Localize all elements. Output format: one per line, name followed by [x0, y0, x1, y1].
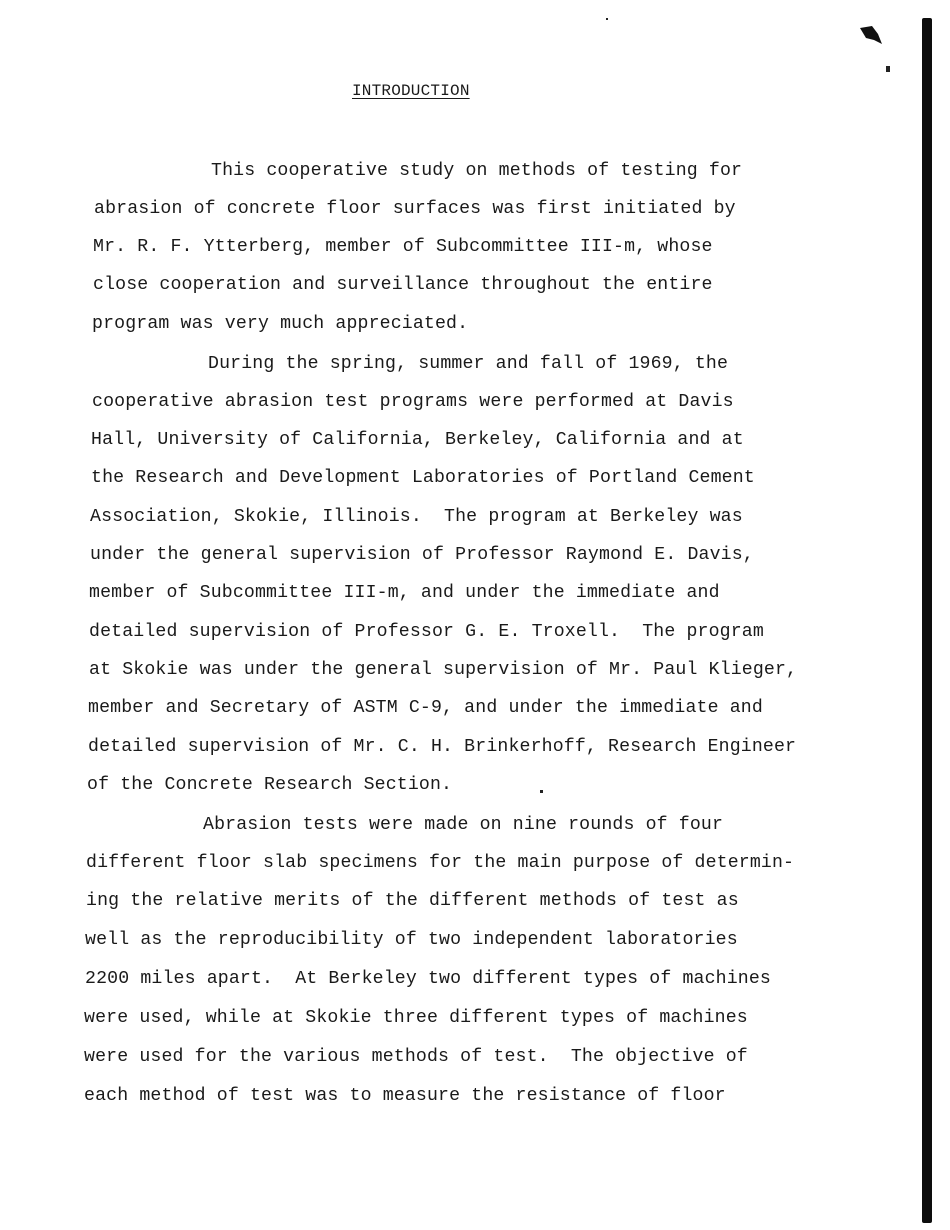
paragraph-line: well as the reproducibility of two independent laboratories — [85, 930, 738, 950]
paragraph-line: program was very much appreciated. — [92, 314, 469, 334]
paragraph-line: the Research and Development Laboratories of Portland Cement — [91, 468, 755, 488]
paragraph-line: Abrasion tests were made on nine rounds of four — [203, 815, 724, 835]
paragraph-line: 2200 miles apart. At Berkeley two different types of machines — [85, 969, 771, 989]
paragraph-line: member of Subcommittee III-m, and under the immediate and — [89, 583, 720, 603]
paragraph-line: each method of test was to measure the resistance of floor — [84, 1086, 726, 1106]
scan-speck — [886, 66, 890, 72]
paragraph-line: of the Concrete Research Section. — [87, 775, 453, 795]
scan-speck — [540, 790, 543, 793]
paragraph-line: close cooperation and surveillance throughout the entire — [93, 275, 713, 295]
scan-artifact-icon — [858, 24, 884, 50]
paragraph-line: Association, Skokie, Illinois. The program at Berkeley was — [90, 507, 743, 527]
paragraph-line: under the general supervision of Professor Raymond E. Davis, — [90, 545, 754, 565]
paragraph-line: Hall, University of California, Berkeley, California and at — [91, 430, 744, 450]
paragraph-line: member and Secretary of ASTM C-9, and under the immediate and — [88, 698, 763, 718]
paragraph-line: abrasion of concrete floor surfaces was first initiated by — [94, 199, 736, 219]
paragraph-line: detailed supervision of Mr. C. H. Brinkerhoff, Research Engineer — [88, 737, 797, 757]
paragraph-line: detailed supervision of Professor G. E. Troxell. The program — [89, 622, 764, 642]
paragraph-line: different floor slab specimens for the main purpose of determin- — [86, 853, 795, 873]
paragraph-line: cooperative abrasion test programs were performed at Davis — [92, 392, 734, 412]
page-title: INTRODUCTION — [352, 82, 470, 100]
paragraph-line: were used, while at Skokie three different types of machines — [84, 1008, 748, 1028]
paragraph-line: were used for the various methods of test. The objective of — [84, 1047, 748, 1067]
paragraph-line: ing the relative merits of the different methods of test as — [86, 891, 739, 911]
paragraph-line: at Skokie was under the general supervision of Mr. Paul Klieger, — [89, 660, 798, 680]
scan-edge-bar — [922, 18, 932, 1223]
paragraph-line: During the spring, summer and fall of 1969, the — [208, 354, 729, 374]
paragraph-line: Mr. R. F. Ytterberg, member of Subcommittee III-m, whose — [93, 237, 713, 257]
paragraph-line: This cooperative study on methods of testing for — [211, 161, 743, 181]
scan-speck — [606, 18, 608, 20]
